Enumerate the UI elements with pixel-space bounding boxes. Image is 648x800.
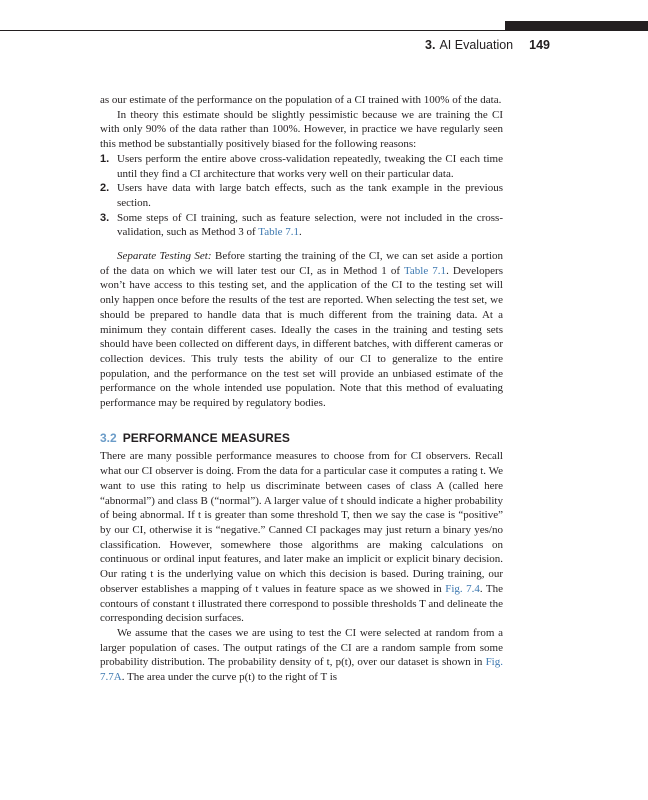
paragraph-separate-testing: [100, 249, 503, 411]
section-title: PERFORMANCE MEASURES: [122, 430, 291, 445]
performance-text-b: . The contours of constant t illustrated there correspond to possible thresholds T and delineate the corresponding decision surfaces.: [100, 582, 503, 625]
paragraph-performance: [100, 449, 503, 625]
chapter-title: AI Evaluation: [439, 38, 514, 52]
paragraph-theory: In theory this estimate should be slightly pessimistic because we are training the CI with only 90% of the data rather than 100%. However, in practice we have regularly seen this method be substantially positively biased for the following reasons:: [100, 108, 503, 151]
reasons-list: [100, 152, 503, 240]
separate-testing-text-b: . Developers won’t have access to this testing set, and the application of the CI to the testing set will only happen once before the results of the test are reported. When selecting the test set, we should be prepared to handle data that is much different from the training data. At a minimum they contain different cases. Ideally the cases in the training and testing sets should have been collected on different days, in different batches, with different cameras or collection devices. This truly tests the ability of our CI to generalize to the entire population, and the performance on the test set will provide an unbiased estimate of the performance on the whole intended use population. Note that this method of evaluating performance may be required by regulatory bodies.: [100, 264, 504, 410]
run-in-heading: Separate Testing Set:: [117, 250, 212, 263]
section-number: 3.2: [100, 430, 117, 445]
list-item-text: Some steps of CI training, such as feature selection, were not included in the cross-validation, such as Method 3 of: [117, 211, 503, 239]
fig-7-4-link[interactable]: Fig. 7.4: [445, 582, 480, 595]
paragraph-random-sample: [100, 626, 503, 685]
section-heading: [100, 431, 503, 446]
final-text-a: We assume that the cases we are using to test the CI were selected at random from a larger population of cases. The output ratings of the CI are a random sample from some probability distribution. The probability density of t, p(t), over our dataset is shown in: [100, 626, 503, 669]
list-item: [100, 152, 503, 181]
list-item-text: Users perform the entire above cross-validation repeatedly, tweaking the CI each time until they find a CI architecture that works very well on their particular data.: [117, 152, 503, 180]
list-item-text: Users have data with large batch effects, such as the tank example in the previous section.: [117, 182, 503, 209]
table-7-1-link[interactable]: Table 7.1: [403, 264, 447, 277]
chapter-number: 3.: [425, 38, 436, 52]
header-rule: [0, 30, 648, 31]
table-7-1-link[interactable]: Table 7.1: [258, 226, 300, 239]
running-head: [425, 38, 550, 52]
list-item-number: 2.: [100, 182, 110, 195]
separate-testing-text-a: Before starting the training of the CI, we can set aside a portion of the data on which we will later test our CI, as in Method 1 of: [100, 250, 503, 277]
list-item-text-end: .: [299, 226, 302, 239]
list-item: [100, 181, 503, 210]
fig-7-7a-link[interactable]: Fig. 7.7A: [100, 656, 503, 684]
final-text-b: . The area under the curve p(t) to the right of T is: [121, 671, 338, 684]
page-number: 149: [529, 38, 550, 52]
performance-text-a: There are many possible performance measures to choose from for CI observers. Recall what our CI observer is doing. From the data for a particular case it computes a rating t. We want to use this rating to help us discriminate between cases of class A (called here “abnormal”) and class B (“normal”). A larger value of t should indicate a higher probability of being abnormal. If t is greater than some threshold T, then we say the case is “positive” by our CI, otherwise it is “negative.” Canned CI packages may just return a binary yes/no classification. However, somewhere those algorithms are making calculations on continuous or ordinal input features, and later make an implicit or explicit binary decision. Our rating t is the underlying value on which this decision is based. During training, our observer establishes a mapping of t values in feature space as we showed in: [100, 450, 503, 595]
paragraph-continuation: as our estimate of the performance on the population of a CI trained with 100% of the data.: [100, 94, 502, 106]
list-item-number: 1.: [100, 152, 110, 165]
list-item-number: 3.: [100, 211, 110, 224]
list-item: [100, 211, 503, 240]
body-text: [100, 93, 503, 685]
